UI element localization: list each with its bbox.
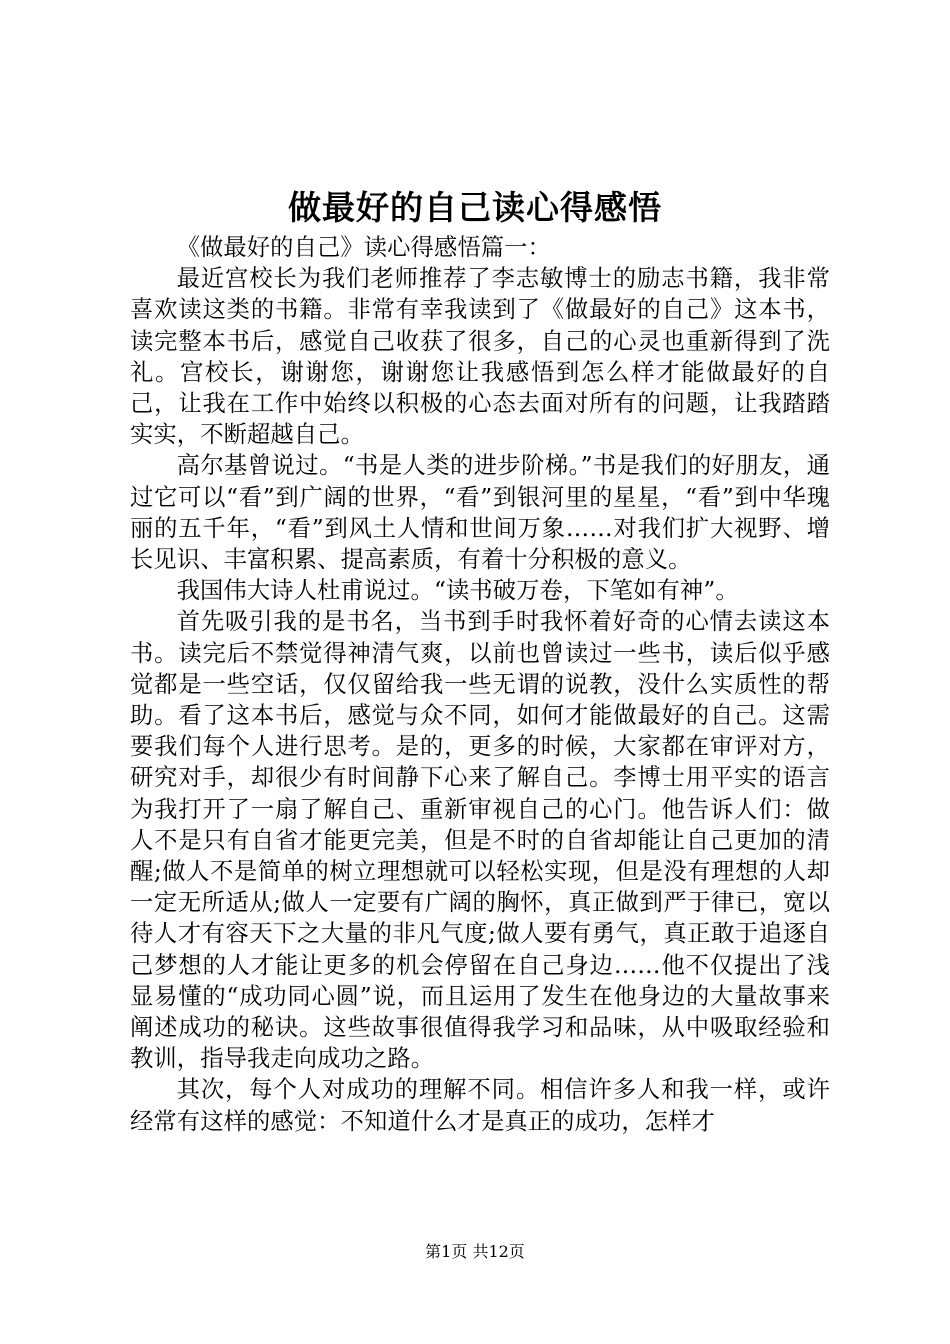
document-body: [130, 232, 830, 1137]
page-number-footer: 第1页 共12页: [425, 1242, 525, 1261]
paragraph-1: 《做最好的自己》读心得感悟篇一：: [176, 234, 551, 261]
paragraph-5: 首先吸引我的是书名，当书到手时我怀着好奇的心情去读这本书。读完后不禁觉得神清气爽，以前也曾读过一些书，读后似乎感觉都是一些空话，仅仅留给我一些无谓的说教，没什么实质性的帮助。看了这本书后，感觉与众不同，如何才能做最好的自己。这需要我们每个人进行思考。是的，更多的时候，大家都在审评对方，研究对手，却很少有时间静下心来了解自己。李博士用平实的语言为我打开了一扇了解自己、重新审视自己的心门。他告诉人们：做人不是只有自省才能更完美，但是不时的自省却能让自己更加的清醒;做人不是简单的树立理想就可以轻松实现，但是没有理想的人却一定无所适从;做人一定要有广阔的胸怀，真正做到严于律已，宽以待人才有容天下之大量的非凡气度;做人要有勇气，真正敢于追逐自己梦想的人才能让更多的机会停留在自己身边……他不仅提出了浅显易懂的“成功同心圆”说，而且运用了发生在他身边的大量故事来阐述成功的秘诀。这些故事很值得我学习和品味，从中吸取经验和教训，指导我走向成功之路。: [130, 608, 830, 1073]
paragraph-4: 我国伟大诗人杜甫说过。“读书破万卷，下笔如有神”。: [176, 577, 739, 605]
paragraph-6: 其次，每个人对成功的理解不同。相信许多人和我一样，或许经常有这样的感觉：不知道什么才是真正的成功，怎样才: [130, 1076, 830, 1135]
paragraph-2: 最近宫校长为我们老师推荐了李志敏博士的励志书籍，我非常喜欢读这类的书籍。非常有幸我读到了《做最好的自己》这本书，读完整本书后，感觉自己收获了很多，自己的心灵也重新得到了洗礼。宫校长，谢谢您，谢谢您让我感悟到怎么样才能做最好的自己，让我在工作中始终以积极的心态去面对所有的问题，让我踏踏实实，不断超越自己。: [130, 265, 830, 449]
document-title: 做最好的自己读心得感悟: [288, 188, 662, 227]
paragraph-3: 高尔基曾说过。“书是人类的进步阶梯。”书是我们的好朋友，通过它可以“看”到广阔的世界，“看”到银河里的星星，“看”到中华瑰丽的五千年，“看”到风土人情和世间万象……对我们扩大视野、增长见识、丰富积累、提高素质，有着十分积极的意义。: [130, 452, 830, 574]
